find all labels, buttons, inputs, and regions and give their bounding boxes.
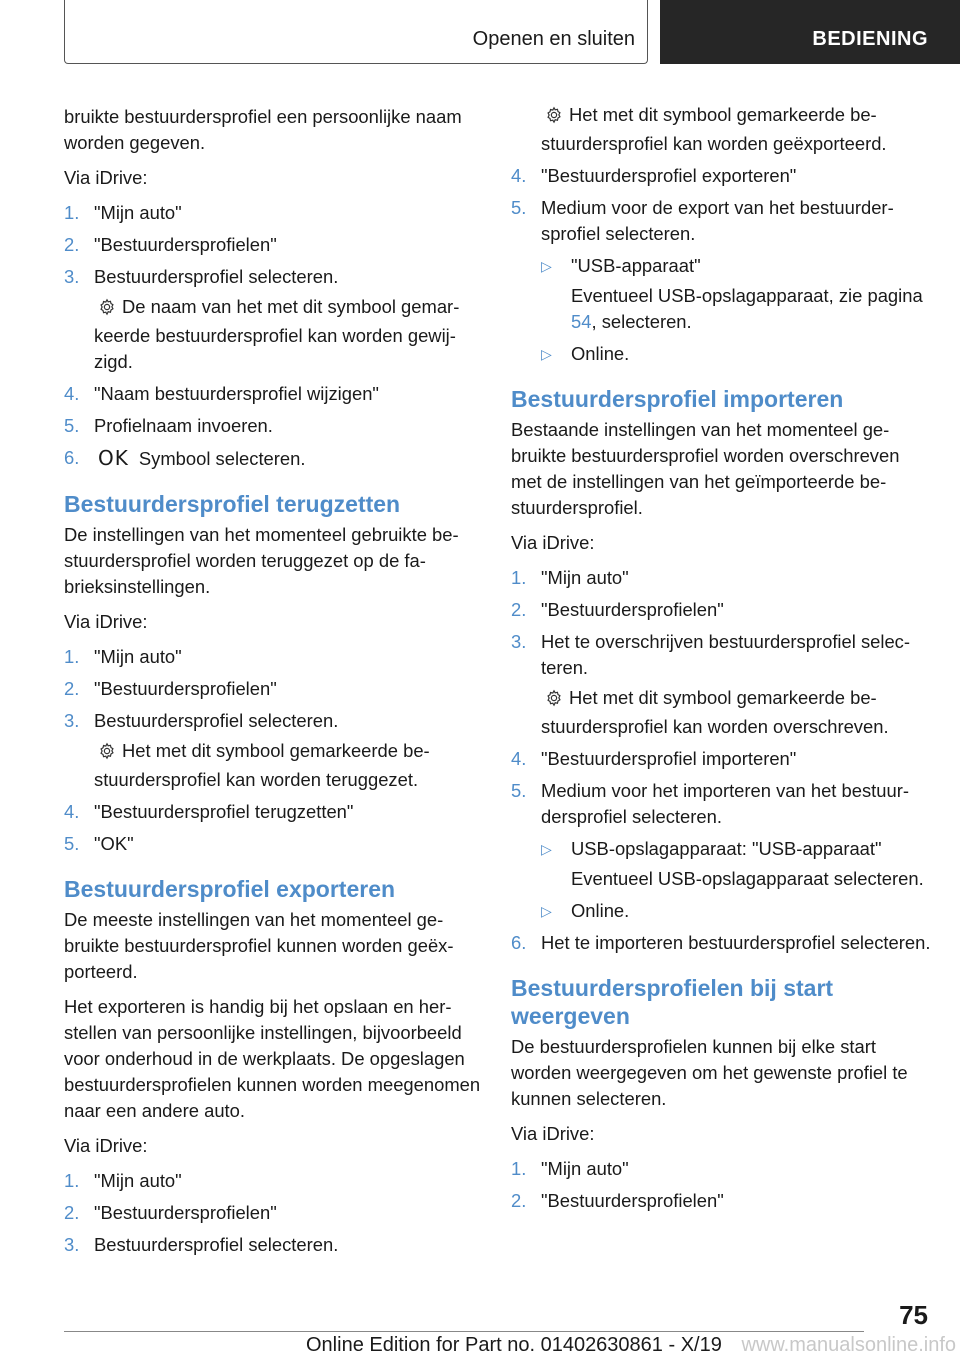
list-item: [511, 629, 931, 681]
list-item: [64, 644, 482, 670]
step-number: 5.: [64, 833, 80, 854]
page-link[interactable]: 54: [571, 311, 592, 332]
export-medium-options-2: [511, 341, 931, 367]
list-item: [64, 676, 482, 702]
list-item: [64, 799, 482, 825]
list-item: [511, 778, 931, 830]
usb-import-detail: Eventueel USB-opslagapparaat selecteren.: [571, 868, 924, 889]
via-idrive-label: Via iDrive:: [64, 167, 148, 188]
option-text: Online.: [571, 900, 630, 921]
reset-steps: [64, 644, 482, 734]
list-item: [64, 200, 482, 226]
list-item: [539, 341, 931, 367]
via-idrive-label: Via iDrive:: [511, 1123, 595, 1144]
list-item: [511, 195, 931, 247]
list-item: [511, 1188, 931, 1214]
export-note: [511, 102, 931, 157]
step-text: "Mijn auto": [94, 202, 182, 223]
start-steps: [511, 1156, 931, 1214]
header-chapter-title: BEDIENING: [812, 28, 928, 50]
step-text: "Mijn auto": [541, 567, 629, 588]
step-number: 3.: [511, 631, 527, 652]
step-number: 5.: [64, 415, 80, 436]
triangle-bullet-icon: ▷: [541, 346, 552, 362]
step-text: Het te importeren bestuurdersprofiel selecteren.: [541, 932, 931, 953]
step-number: 4.: [511, 748, 527, 769]
list-item: [511, 1156, 931, 1182]
import-steps: [511, 565, 931, 681]
list-item: [539, 836, 931, 862]
step-text: "Naam bestuurdersprofiel wijzigen": [94, 383, 379, 404]
step-text: "Mijn auto": [94, 646, 182, 667]
step-text: "Bestuurdersprofiel exporteren": [541, 165, 797, 186]
heading-reset: Bestuurdersprofiel terugzetten: [64, 491, 401, 517]
step-number: 1.: [64, 1170, 80, 1191]
list-item: [64, 831, 482, 857]
step-number: 1.: [64, 202, 80, 223]
import-medium-options-2: [511, 898, 931, 924]
step-number: 4.: [64, 801, 80, 822]
via-idrive-label: Via iDrive:: [64, 611, 148, 632]
import-steps-final: [511, 930, 931, 956]
export-medium-options: [511, 253, 931, 279]
footer-edition: Online Edition for Part no. 01402630861 - X/19: [306, 1334, 722, 1356]
step-text: Bestuurdersprofiel selecteren.: [94, 266, 339, 287]
rename-note: [64, 294, 482, 375]
step-number: 1.: [64, 646, 80, 667]
list-item: [511, 163, 931, 189]
header-section-tab: [64, 0, 648, 64]
export-paragraph-1: De meeste instellingen van het momenteel gebruikte bestuurdersprofiel kunnen worden geëxporteerd.: [64, 909, 454, 982]
gear-icon: [98, 741, 116, 767]
header-section-title: Openen en sluiten: [472, 28, 635, 50]
import-paragraph: Bestaande instellingen van het momenteel gebruikte bestuurdersprofiel worden overschreven met de instellingen van het geïmporteerde bestuurdersprofiel.: [511, 419, 900, 518]
usb-option-detail: [511, 283, 931, 335]
step-number: 3.: [64, 266, 80, 287]
footer-divider: [64, 1331, 864, 1332]
step-number: 4.: [64, 383, 80, 404]
step-number: 2.: [64, 1202, 80, 1223]
step-text: Bestuurdersprofiel selecteren.: [94, 710, 339, 731]
detail-text: Eventueel USB-opslagapparaat, zie pagina: [571, 285, 923, 306]
header-chapter-tab: [660, 0, 960, 64]
export-note-text: Het met dit symbool gemarkeerde bestuurdersprofiel kan worden geëxporteerd.: [541, 104, 887, 154]
step-text: Medium voor de export van het bestuurdersprofiel selecteren.: [541, 197, 894, 244]
list-item: [511, 930, 931, 956]
export-steps: [64, 1168, 482, 1258]
list-item: [511, 746, 931, 772]
list-item: [64, 232, 482, 258]
step-text: "OK": [94, 833, 134, 854]
list-item: [64, 1200, 482, 1226]
rename-note-text: De naam van het met dit symbool gemarkeerde bestuurdersprofiel kan worden gewijzigd.: [94, 296, 460, 372]
heading-import: Bestuurdersprofiel importeren: [511, 386, 844, 412]
gear-icon: [545, 105, 563, 131]
step-number: 6.: [64, 447, 80, 468]
step-text: Symbool selecteren.: [138, 448, 306, 469]
step-text: "Bestuurdersprofielen": [94, 678, 277, 699]
step-number: 3.: [64, 1234, 80, 1255]
reset-paragraph: De instellingen van het momenteel gebruikte bestuurdersprofiel worden teruggezet op de fabrieksinstellingen.: [64, 524, 459, 597]
list-item: [64, 1168, 482, 1194]
option-text: Online.: [571, 343, 630, 364]
step-number: 2.: [511, 1190, 527, 1211]
import-note-text: Het met dit symbool gemarkeerde bestuurdersprofiel kan worden overschreven.: [541, 687, 889, 737]
list-item: [64, 381, 482, 407]
step-text: "Bestuurdersprofielen": [541, 1190, 724, 1211]
intro-paragraph: bruikte bestuurdersprofiel een persoonlijke naam worden gegeven.: [64, 106, 462, 153]
step-text: "Bestuurdersprofielen": [541, 599, 724, 620]
step-text: Bestuurdersprofiel selecteren.: [94, 1234, 339, 1255]
list-item: [539, 253, 931, 279]
step-text: "Mijn auto": [94, 1170, 182, 1191]
right-column: [511, 104, 931, 1220]
step-number: 2.: [64, 678, 80, 699]
step-number: 5.: [511, 780, 527, 801]
triangle-bullet-icon: ▷: [541, 258, 552, 274]
option-text: USB-opslagapparaat: "USB-apparaat": [571, 838, 882, 859]
gear-icon: [545, 688, 563, 714]
list-item: [64, 264, 482, 290]
watermark-logo: www.manualsonline.info: [741, 1334, 956, 1356]
import-steps-cont: [511, 746, 931, 830]
import-note: [511, 685, 931, 740]
list-item: [64, 413, 482, 439]
step-text: "Bestuurdersprofiel importeren": [541, 748, 797, 769]
step-number: 6.: [511, 932, 527, 953]
page-number: 75: [899, 1300, 928, 1330]
step-text: Medium voor het importeren van het bestuurdersprofiel selecteren.: [541, 780, 909, 827]
step-text: Profielnaam invoeren.: [94, 415, 273, 436]
step-number: 5.: [511, 197, 527, 218]
step-text: "Mijn auto": [541, 1158, 629, 1179]
step-number: 3.: [64, 710, 80, 731]
detail-text-end: , selecteren.: [591, 311, 692, 332]
triangle-bullet-icon: ▷: [541, 841, 552, 857]
via-idrive-label: Via iDrive:: [64, 1135, 148, 1156]
heading-start-display: Bestuurdersprofielen bij start weergeven: [511, 975, 834, 1029]
step-number: 1.: [511, 1158, 527, 1179]
step-text: "Bestuurdersprofielen": [94, 234, 277, 255]
option-text: "USB-apparaat": [571, 255, 701, 276]
step-text: "Bestuurdersprofielen": [94, 1202, 277, 1223]
import-medium-options: [511, 836, 931, 862]
list-item: [511, 565, 931, 591]
list-item: [64, 445, 482, 472]
left-column: [64, 104, 482, 1264]
rename-steps: [64, 200, 482, 290]
step-number: 4.: [511, 165, 527, 186]
reset-note: [64, 738, 482, 793]
triangle-bullet-icon: ▷: [541, 903, 552, 919]
step-text: "Bestuurdersprofiel terugzetten": [94, 801, 354, 822]
ok-icon: OK: [98, 446, 129, 470]
list-item: [511, 597, 931, 623]
gear-icon: [98, 297, 116, 323]
step-text: Het te overschrijven bestuurdersprofiel selecteren.: [541, 631, 910, 678]
via-idrive-label: Via iDrive:: [511, 532, 595, 553]
rename-step-6: [64, 445, 482, 472]
step-number: 1.: [511, 567, 527, 588]
heading-export: Bestuurdersprofiel exporteren: [64, 876, 396, 902]
list-item: [64, 1232, 482, 1258]
start-paragraph: De bestuurdersprofielen kunnen bij elke start worden weergegeven om het gewenste profiel te kunnen selecteren.: [511, 1036, 908, 1109]
reset-steps-cont: [64, 799, 482, 857]
list-item: [539, 898, 931, 924]
reset-note-text: Het met dit symbool gemarkeerde bestuurdersprofiel kan worden teruggezet.: [94, 740, 430, 790]
rename-steps-cont: [64, 381, 482, 439]
export-steps-cont: [511, 163, 931, 247]
list-item: [64, 708, 482, 734]
step-number: 2.: [64, 234, 80, 255]
export-paragraph-2: Het exporteren is handig bij het opslaan en herstellen van persoonlijke instellingen, bijvoorbeeld voor onderhoud in de werkplaats. De opgeslagen bestuurdersprofielen kunnen worden meegenomen naar een andere auto.: [64, 996, 481, 1121]
step-number: 2.: [511, 599, 527, 620]
